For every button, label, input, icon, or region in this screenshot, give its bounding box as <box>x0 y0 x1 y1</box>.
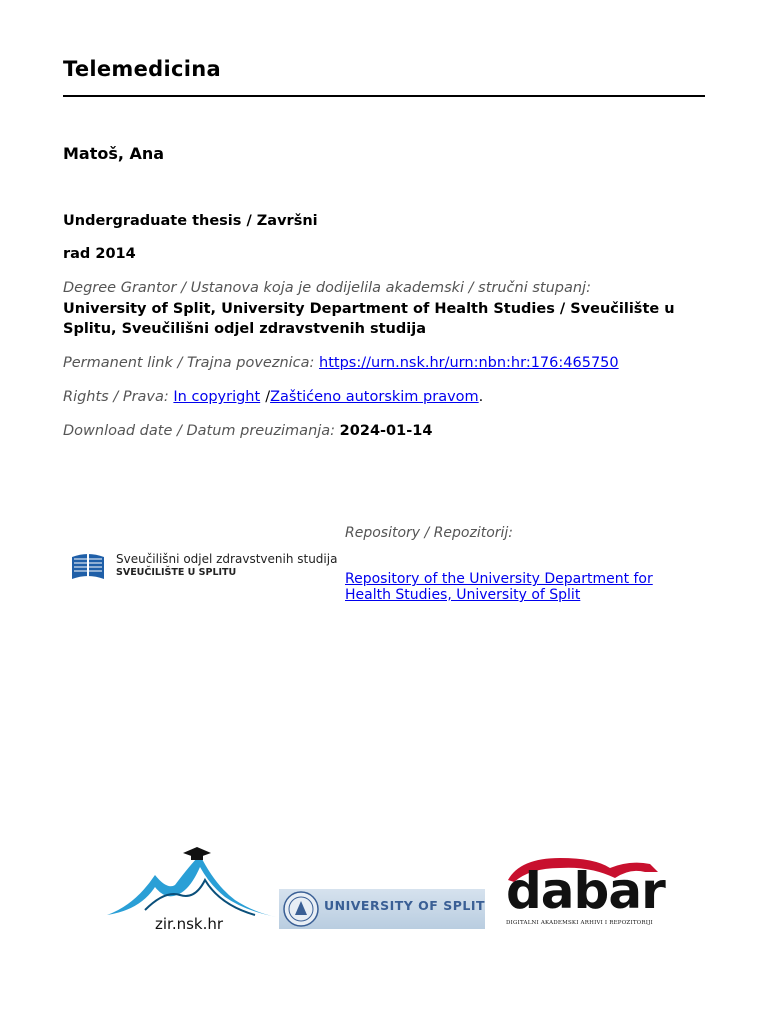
institution-university: SVEUČILIŠTE U SPLITU <box>116 567 237 578</box>
dabar-logo-subtitle: DIGITALNI AKADEMSKI ARHIVI I REPOZITORIJI <box>506 920 653 926</box>
book-icon <box>72 553 104 581</box>
rights-label: Rights / Prava: <box>63 389 169 405</box>
repository-link[interactable]: Repository of the University Department for Health Studies, University of Split <box>345 571 653 603</box>
download-row <box>63 421 432 441</box>
rights-row <box>63 387 483 407</box>
download-date-value: 2024-01-14 <box>339 423 433 439</box>
thesis-type-line1: Undergraduate thesis / Završni <box>63 213 318 229</box>
permanent-link[interactable]: https://urn.nsk.hr/urn:nbn:hr:176:465750 <box>319 355 619 371</box>
zir-logo-text: zir.nsk.hr <box>155 915 224 933</box>
degree-grantor-value: University of Split, University Department of Health Studies / Sveučilište u Splitu, Sveučilišni odjel zdravstvenih studija <box>63 301 675 337</box>
author-name: Matoš, Ana <box>63 144 165 163</box>
university-seal-icon <box>281 889 321 929</box>
institution-name: Sveučilišni odjel zdravstvenih studija <box>116 552 338 566</box>
dabar-logo-text: dabar <box>506 862 665 920</box>
document-title: Telemedicina <box>63 57 221 81</box>
rights-end: . <box>478 389 484 405</box>
download-date-label: Download date / Datum preuzimanja: <box>63 423 336 439</box>
permanent-link-row <box>63 353 619 373</box>
thesis-type-line2: rad 2014 <box>63 246 136 262</box>
permanent-link-label: Permanent link / Trajna poveznica: <box>63 355 315 371</box>
rights-link-zasticeno[interactable]: Zaštićeno autorskim pravom <box>270 389 479 405</box>
rights-separator: / <box>265 389 271 405</box>
repository-label: Repository / Repozitorij: <box>345 525 514 541</box>
rights-link-in-copyright[interactable]: In copyright <box>173 389 261 405</box>
university-of-split-text: UNIVERSITY OF SPLIT <box>324 898 486 913</box>
mountain-icon <box>107 855 277 917</box>
title-divider <box>63 95 705 97</box>
degree-grantor-label: Degree Grantor / Ustanova koja je dodijelila akademski / stručni stupanj: <box>63 280 591 296</box>
